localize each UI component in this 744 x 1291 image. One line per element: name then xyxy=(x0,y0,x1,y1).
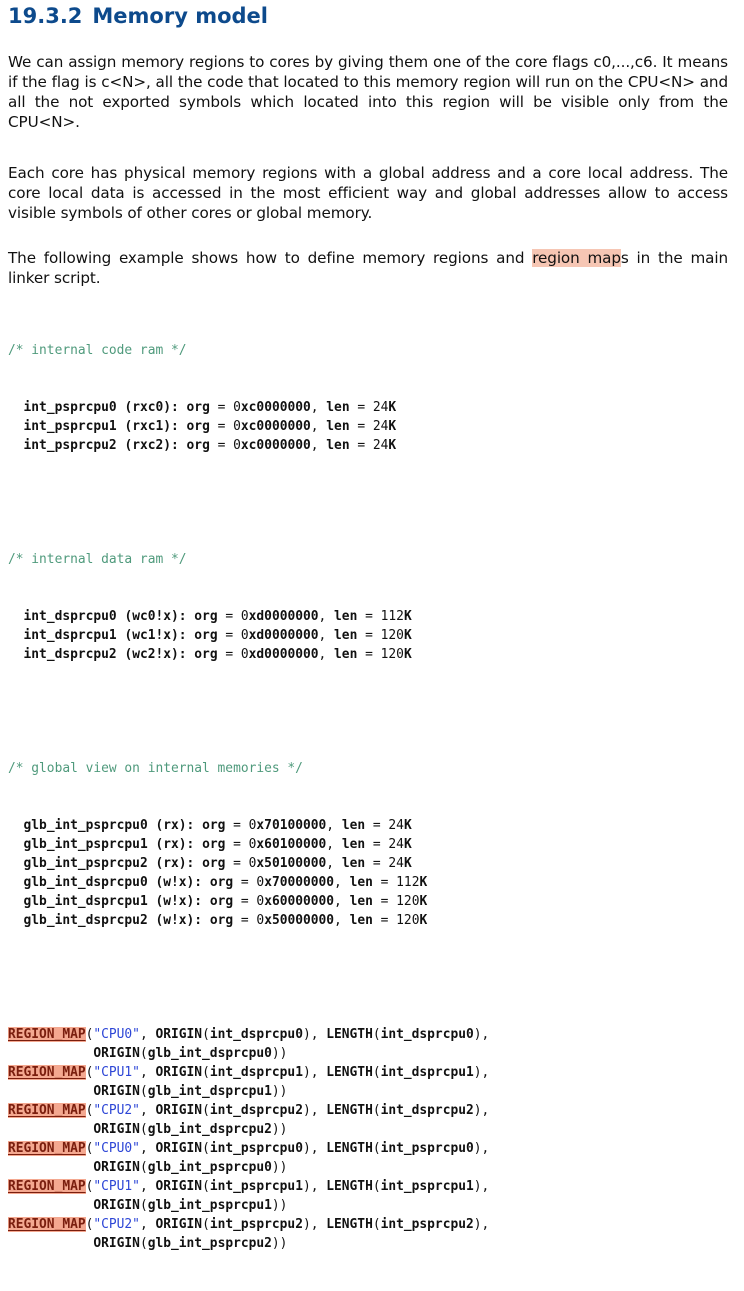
length-unit: K xyxy=(403,856,412,871)
origin-address: x50100000 xyxy=(256,856,327,871)
len-keyword: len xyxy=(334,628,358,643)
cpu-string: "CPU0" xyxy=(93,1027,140,1042)
region-name: int_dsprcpu2 xyxy=(23,647,117,662)
memory-region-line: int_dsprcpu2 (wc2!x): org = 0xd0000000, len = 120K xyxy=(23,647,412,662)
memory-region-line: int_dsprcpu0 (wc0!x): org = 0xd0000000, len = 112K xyxy=(23,609,412,624)
origin-arg: int_dsprcpu1 xyxy=(209,1065,303,1080)
origin-address: xd0000000 xyxy=(248,647,319,662)
origin-hex-prefix: 0 xyxy=(256,894,265,909)
length-arg: int_dsprcpu1 xyxy=(380,1065,474,1080)
length-arg: int_psprcpu0 xyxy=(380,1141,474,1156)
memory-region-line: int_psprcpu2 (rxc2): org = 0xc0000000, len = 24K xyxy=(23,438,397,453)
global-origin-arg: glb_int_dsprcpu2 xyxy=(147,1122,272,1137)
org-keyword: org xyxy=(202,856,226,871)
len-keyword: len xyxy=(341,856,366,871)
org-keyword: org xyxy=(202,818,226,833)
region-colon: : xyxy=(194,894,203,909)
length-unit: K xyxy=(403,609,412,624)
length-unit: K xyxy=(419,875,428,890)
region-map-line: REGION_MAP("CPU1", ORIGIN(int_dsprcpu1), LENGTH(int_dsprcpu1), xyxy=(8,1065,490,1080)
intro-text-before: The following example shows how to define memory regions and xyxy=(8,249,533,267)
origin-arg: int_psprcpu2 xyxy=(209,1217,303,1232)
org-keyword: org xyxy=(194,628,218,643)
len-keyword: len xyxy=(326,419,350,434)
code-blank-line xyxy=(8,968,489,987)
paragraph-core-flags: We can assign memory regions to cores by giving them one of the core flags c0,...,c6. It means if the flag is c<N>, all the code that located to this memory region will run on the CPU<N> and all the not exported symbols which located into this region will be visible only from the CPU<N>. xyxy=(8,53,728,131)
length-value: 120 xyxy=(380,647,404,662)
region-map-highlight: region map xyxy=(532,249,621,267)
region-map-continuation: ORIGIN(glb_int_psprcpu1)) xyxy=(93,1198,288,1213)
origin-keyword: ORIGIN xyxy=(93,1084,140,1099)
length-keyword: LENGTH xyxy=(326,1141,373,1156)
region-map-continuation: ORIGIN(glb_int_dsprcpu0)) xyxy=(93,1046,288,1061)
region-map-line: REGION_MAP("CPU2", ORIGIN(int_dsprcpu2), LENGTH(int_dsprcpu2), xyxy=(8,1103,490,1118)
memory-region-line: glb_int_dsprcpu2 (w!x): org = 0x50000000, len = 120K xyxy=(23,913,428,928)
origin-arg: int_dsprcpu0 xyxy=(209,1027,303,1042)
region-map-macro: REGION_MAP xyxy=(8,1065,86,1080)
length-keyword: LENGTH xyxy=(326,1027,373,1042)
origin-arg: int_psprcpu1 xyxy=(209,1179,303,1194)
origin-hex-prefix: 0 xyxy=(233,438,241,453)
region-map-macro: REGION_MAP xyxy=(8,1141,86,1156)
len-keyword: len xyxy=(334,647,358,662)
len-keyword: len xyxy=(349,913,373,928)
origin-hex-prefix: 0 xyxy=(233,419,241,434)
org-keyword: org xyxy=(209,913,234,928)
len-keyword: len xyxy=(349,894,373,909)
region-map-macro: REGION_MAP xyxy=(8,1179,86,1194)
length-unit: K xyxy=(403,837,412,852)
memory-region-line: glb_int_dsprcpu0 (w!x): org = 0x70000000, len = 112K xyxy=(23,875,428,890)
origin-address: x50000000 xyxy=(264,913,335,928)
region-colon: : xyxy=(186,837,195,852)
global-origin-arg: glb_int_dsprcpu1 xyxy=(147,1084,272,1099)
length-keyword: LENGTH xyxy=(326,1103,373,1118)
memory-region-line: glb_int_psprcpu2 (rx): org = 0x50100000, len = 24K xyxy=(23,856,412,871)
region-name: int_psprcpu1 xyxy=(23,419,117,434)
cpu-string: "CPU2" xyxy=(93,1217,140,1232)
code-blank-line xyxy=(8,702,489,721)
origin-address: x70000000 xyxy=(264,875,335,890)
origin-address: x60100000 xyxy=(256,837,327,852)
org-keyword: org xyxy=(186,400,210,415)
org-keyword: org xyxy=(209,894,234,909)
region-colon: : xyxy=(186,818,195,833)
intro-text-after: s in the main linker script. xyxy=(8,249,729,287)
cpu-string: "CPU0" xyxy=(93,1141,140,1156)
global-origin-arg: glb_int_psprcpu0 xyxy=(147,1160,272,1175)
origin-hex-prefix: 0 xyxy=(256,875,265,890)
length-unit: K xyxy=(419,913,428,928)
org-keyword: org xyxy=(194,647,218,662)
region-name: int_psprcpu2 xyxy=(23,438,117,453)
region-colon: : xyxy=(178,609,187,624)
section-heading xyxy=(8,4,268,28)
origin-hex-prefix: 0 xyxy=(248,818,257,833)
region-colon: : xyxy=(171,419,179,434)
region-map-line: REGION_MAP("CPU0", ORIGIN(int_dsprcpu0), LENGTH(int_dsprcpu0), xyxy=(8,1027,490,1042)
org-keyword: org xyxy=(202,837,226,852)
global-origin-arg: glb_int_dsprcpu0 xyxy=(147,1046,272,1061)
region-name: int_dsprcpu0 xyxy=(23,609,117,624)
region-map-macro: REGION_MAP xyxy=(8,1103,86,1118)
len-keyword: len xyxy=(341,818,366,833)
region-name: glb_int_psprcpu0 xyxy=(23,818,148,833)
region-name: glb_int_dsprcpu2 xyxy=(23,913,148,928)
region-flags: (wc2!x) xyxy=(124,647,179,662)
global-origin-arg: glb_int_psprcpu2 xyxy=(147,1236,272,1251)
code-blank-line xyxy=(8,493,489,512)
region-name: int_psprcpu0 xyxy=(23,400,117,415)
length-value: 24 xyxy=(388,818,404,833)
region-colon: : xyxy=(194,913,203,928)
origin-keyword: ORIGIN xyxy=(93,1122,140,1137)
length-arg: int_dsprcpu2 xyxy=(380,1103,474,1118)
length-value: 120 xyxy=(396,913,420,928)
origin-keyword: ORIGIN xyxy=(155,1027,203,1042)
length-value: 112 xyxy=(380,609,404,624)
origin-arg: int_psprcpu0 xyxy=(209,1141,303,1156)
length-value: 24 xyxy=(388,837,404,852)
region-flags: (w!x) xyxy=(155,894,195,909)
region-map-continuation: ORIGIN(glb_int_dsprcpu1)) xyxy=(93,1084,288,1099)
origin-keyword: ORIGIN xyxy=(93,1198,140,1213)
region-flags: (rx) xyxy=(155,856,187,871)
org-keyword: org xyxy=(194,609,218,624)
origin-hex-prefix: 0 xyxy=(248,856,257,871)
paragraph-example-intro xyxy=(8,248,728,288)
len-keyword: len xyxy=(341,837,366,852)
origin-address: x60000000 xyxy=(264,894,335,909)
region-flags: (wc1!x) xyxy=(124,628,179,643)
region-map-continuation: ORIGIN(glb_int_psprcpu0)) xyxy=(93,1160,288,1175)
region-map-macro: REGION_MAP xyxy=(8,1027,86,1042)
len-keyword: len xyxy=(334,609,358,624)
code-comment-global-view: /* global view on internal memories */ xyxy=(8,761,303,776)
region-flags: (rxc0) xyxy=(124,400,172,415)
region-map-line: REGION_MAP("CPU1", ORIGIN(int_psprcpu1), LENGTH(int_psprcpu1), xyxy=(8,1179,490,1194)
origin-keyword: ORIGIN xyxy=(155,1179,203,1194)
memory-region-line: int_dsprcpu1 (wc1!x): org = 0xd0000000, len = 120K xyxy=(23,628,412,643)
region-map-macro: REGION_MAP xyxy=(8,1217,86,1232)
length-unit: K xyxy=(419,894,428,909)
region-flags: (rxc1) xyxy=(124,419,172,434)
cpu-string: "CPU2" xyxy=(93,1103,140,1118)
region-map-continuation: ORIGIN(glb_int_dsprcpu2)) xyxy=(93,1122,288,1137)
length-unit: K xyxy=(388,400,397,415)
origin-hex-prefix: 0 xyxy=(240,647,249,662)
cpu-string: "CPU1" xyxy=(93,1065,140,1080)
data-ram-group xyxy=(8,607,489,664)
length-value: 120 xyxy=(396,894,420,909)
length-value: 24 xyxy=(372,419,389,434)
length-value: 120 xyxy=(380,628,404,643)
region-flags: (rxc2) xyxy=(124,438,172,453)
origin-keyword: ORIGIN xyxy=(93,1236,140,1251)
length-value: 24 xyxy=(372,400,389,415)
org-keyword: org xyxy=(209,875,234,890)
origin-arg: int_dsprcpu2 xyxy=(209,1103,303,1118)
global-origin-arg: glb_int_psprcpu1 xyxy=(147,1198,272,1213)
origin-keyword: ORIGIN xyxy=(155,1103,203,1118)
region-colon: : xyxy=(186,856,195,871)
global-view-group xyxy=(8,816,489,930)
region-flags: (wc0!x) xyxy=(124,609,179,624)
paragraph-physical-memory: Each core has physical memory regions with a global address and a core local address. The core local data is accessed in the most efficient way and global addresses allow to access visible symbols of other cores or global memory. xyxy=(8,164,728,222)
length-keyword: LENGTH xyxy=(326,1065,373,1080)
origin-keyword: ORIGIN xyxy=(155,1065,203,1080)
length-unit: K xyxy=(403,818,412,833)
length-unit: K xyxy=(403,647,412,662)
origin-address: xd0000000 xyxy=(248,628,319,643)
origin-keyword: ORIGIN xyxy=(155,1141,203,1156)
region-colon: : xyxy=(178,647,187,662)
region-colon: : xyxy=(171,438,179,453)
code-ram-group xyxy=(8,398,489,455)
region-name: glb_int_dsprcpu0 xyxy=(23,875,148,890)
length-unit: K xyxy=(403,628,412,643)
memory-region-line: glb_int_psprcpu1 (rx): org = 0x60100000, len = 24K xyxy=(23,837,412,852)
region-colon: : xyxy=(194,875,203,890)
length-arg: int_psprcpu2 xyxy=(380,1217,474,1232)
origin-address: xd0000000 xyxy=(248,609,319,624)
memory-region-line: int_psprcpu0 (rxc0): org = 0xc0000000, len = 24K xyxy=(23,400,397,415)
region-flags: (rx) xyxy=(155,837,187,852)
code-comment-internal-code-ram: /* internal code ram */ xyxy=(8,343,187,358)
region-colon: : xyxy=(171,400,179,415)
length-arg: int_dsprcpu0 xyxy=(380,1027,474,1042)
cpu-string: "CPU1" xyxy=(93,1179,140,1194)
length-value: 24 xyxy=(372,438,389,453)
region-map-line: REGION_MAP("CPU2", ORIGIN(int_psprcpu2), LENGTH(int_psprcpu2), xyxy=(8,1217,490,1232)
origin-hex-prefix: 0 xyxy=(240,609,249,624)
region-flags: (w!x) xyxy=(155,913,195,928)
origin-hex-prefix: 0 xyxy=(256,913,265,928)
length-value: 24 xyxy=(388,856,404,871)
region-name: glb_int_dsprcpu1 xyxy=(23,894,148,909)
org-keyword: org xyxy=(186,438,210,453)
linker-script-code xyxy=(8,303,489,1291)
region-map-line: REGION_MAP("CPU0", ORIGIN(int_psprcpu0), LENGTH(int_psprcpu0), xyxy=(8,1141,490,1156)
region-map-group xyxy=(8,1025,489,1253)
length-unit: K xyxy=(388,438,397,453)
code-comment-internal-data-ram: /* internal data ram */ xyxy=(8,552,187,567)
org-keyword: org xyxy=(186,419,210,434)
region-name: glb_int_psprcpu2 xyxy=(23,856,148,871)
region-name: int_dsprcpu1 xyxy=(23,628,117,643)
length-unit: K xyxy=(388,419,397,434)
memory-region-line: int_psprcpu1 (rxc1): org = 0xc0000000, len = 24K xyxy=(23,419,397,434)
region-colon: : xyxy=(178,628,187,643)
length-arg: int_psprcpu1 xyxy=(380,1179,474,1194)
region-map-continuation: ORIGIN(glb_int_psprcpu2)) xyxy=(93,1236,288,1251)
origin-keyword: ORIGIN xyxy=(155,1217,203,1232)
region-flags: (rx) xyxy=(155,818,187,833)
length-keyword: LENGTH xyxy=(326,1217,373,1232)
origin-hex-prefix: 0 xyxy=(240,628,249,643)
origin-hex-prefix: 0 xyxy=(233,400,241,415)
len-keyword: len xyxy=(349,875,373,890)
origin-address: x70100000 xyxy=(256,818,327,833)
region-flags: (w!x) xyxy=(155,875,195,890)
memory-region-line: glb_int_dsprcpu1 (w!x): org = 0x60000000, len = 120K xyxy=(23,894,428,909)
memory-region-line: glb_int_psprcpu0 (rx): org = 0x70100000, len = 24K xyxy=(23,818,412,833)
origin-address: xc0000000 xyxy=(240,438,311,453)
length-keyword: LENGTH xyxy=(326,1179,373,1194)
origin-keyword: ORIGIN xyxy=(93,1160,140,1175)
origin-keyword: ORIGIN xyxy=(93,1046,140,1061)
origin-hex-prefix: 0 xyxy=(248,837,257,852)
len-keyword: len xyxy=(326,438,350,453)
section-title: Memory model xyxy=(92,4,268,28)
origin-address: xc0000000 xyxy=(240,400,311,415)
len-keyword: len xyxy=(326,400,350,415)
section-number: 19.3.2 xyxy=(8,4,83,28)
length-value: 112 xyxy=(396,875,420,890)
region-name: glb_int_psprcpu1 xyxy=(23,837,148,852)
origin-address: xc0000000 xyxy=(240,419,311,434)
